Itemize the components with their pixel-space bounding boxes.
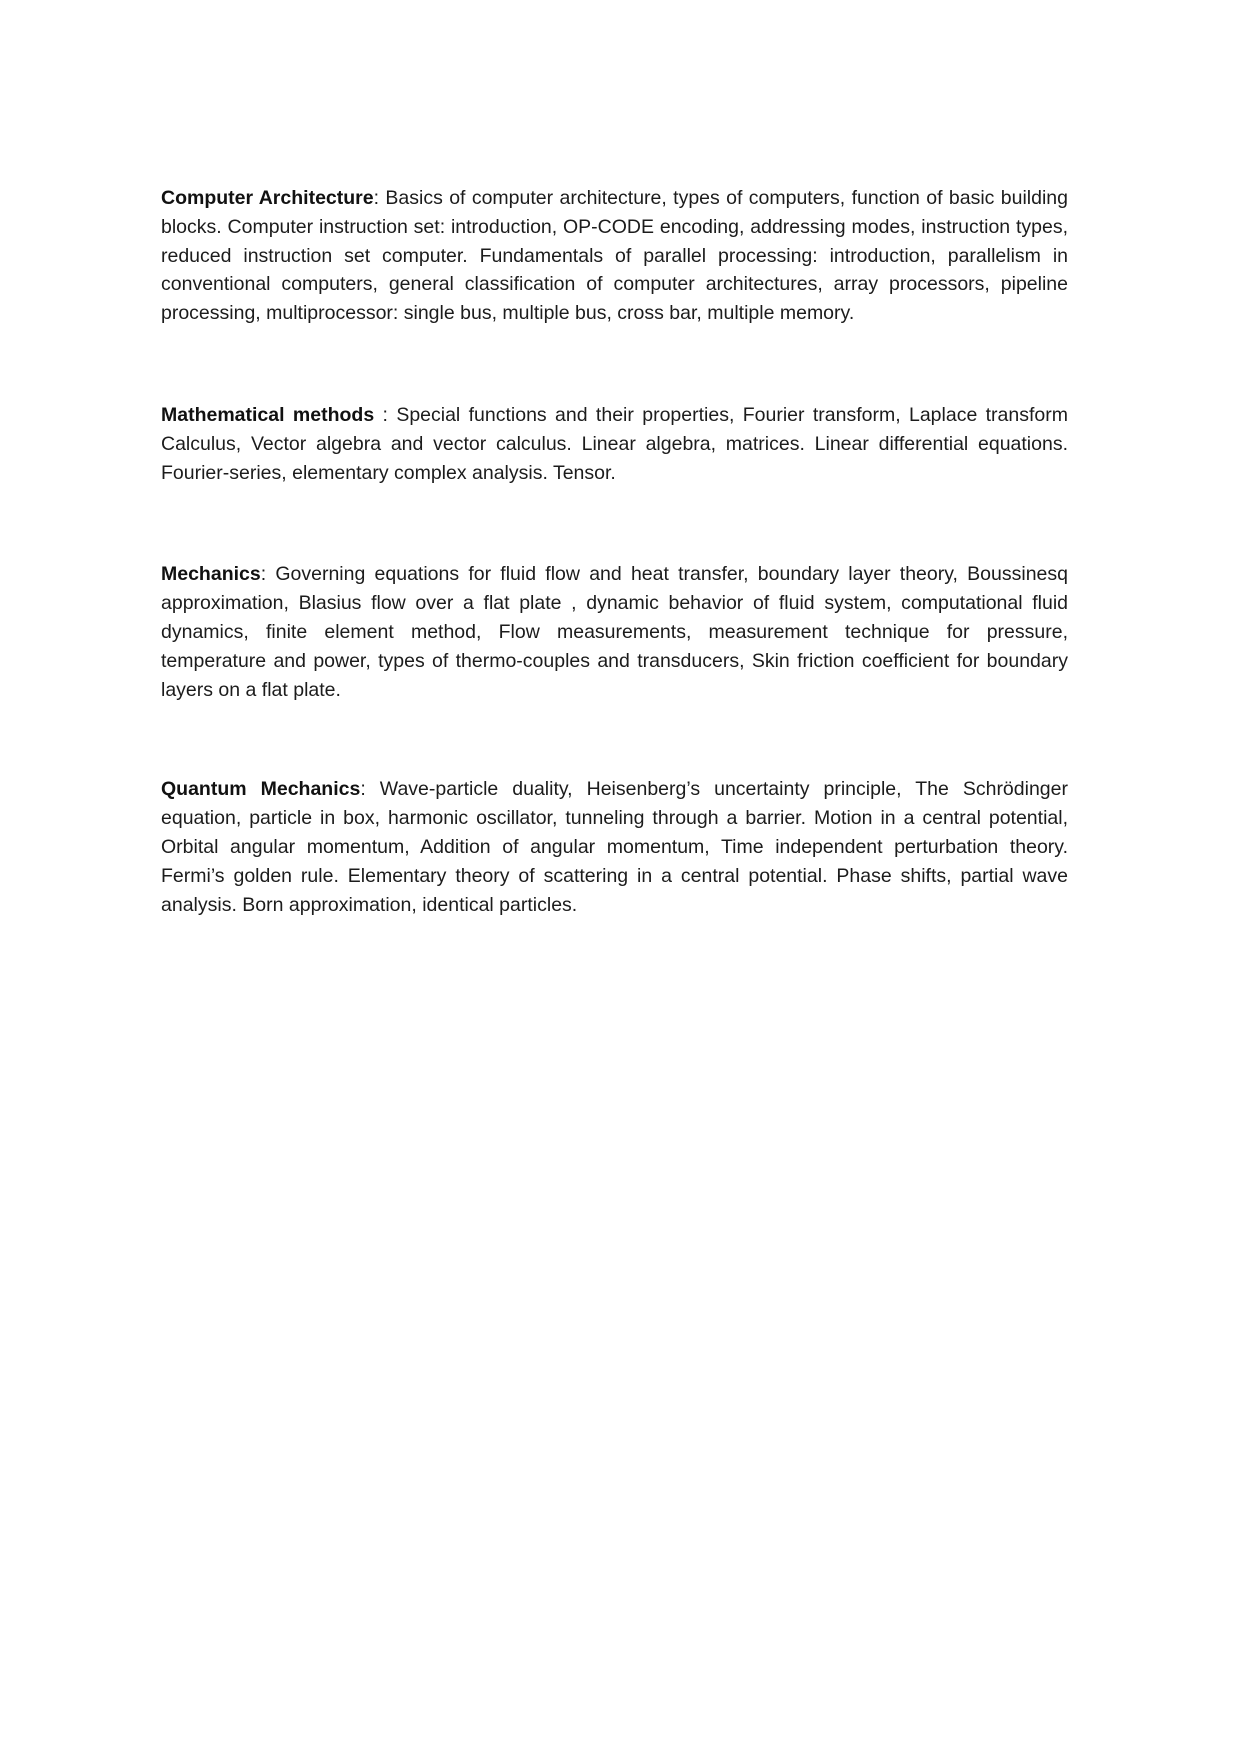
section-quantum-mechanics bbox=[161, 775, 1068, 919]
section-body: Governing equations for fluid flow and heat transfer, boundary layer theory, Boussinesq approximation, Blasius flow over a flat plate , dynamic behavior of fluid system, computational fluid dynamics, finite element method, Flow measurements, measurement technique for pressure, temperature and power, types of thermo-couples and transducers, Skin friction coefficient for boundary layers on a flat plate. bbox=[161, 563, 1068, 701]
section-computer-architecture bbox=[161, 184, 1068, 328]
section-separator: : bbox=[373, 187, 386, 209]
section-body: Special functions and their properties, Fourier transform, Laplace transform Calculus, Vector algebra and vector calculus. Linear algebra, matrices. Linear differential equations. Fourier-series, elementary complex analysis. Tensor. bbox=[161, 403, 1068, 484]
section-heading: Computer Architecture bbox=[161, 187, 374, 209]
section-mathematical-methods bbox=[161, 401, 1068, 487]
section-mechanics bbox=[161, 560, 1068, 704]
section-separator: : bbox=[374, 403, 397, 426]
section-body: Basics of computer architecture, types of computers, function of basic building blocks. Computer instruction set: introduction, OP-CODE encoding, addressing modes, instruction types, reduced instruction set computer. Fundamentals of parallel processing: introduction, parallelism in conventional computers, general classification of computer architectures, array processors, pipeline processing, multiprocessor: single bus, multiple bus, cross bar, multiple memory. bbox=[161, 187, 1068, 325]
section-heading: Mathematical methods bbox=[161, 403, 375, 426]
section-heading: Mechanics bbox=[161, 563, 261, 586]
section-separator: : bbox=[260, 563, 276, 586]
section-body: Wave-particle duality, Heisenberg’s uncertainty principle, The Schrödinger equation, particle in box, harmonic oscillator, tunneling through a barrier. Motion in a central potential, Orbital angular momentum, Addition of angular momentum, Time independent perturbation theory. Fermi’s golden rule. Elementary theory of scattering in a central potential. Phase shifts, partial wave analysis. Born approximation, identical particles. bbox=[161, 778, 1068, 916]
section-heading: Quantum Mechanics bbox=[161, 778, 361, 801]
syllabus-content bbox=[161, 184, 1068, 919]
section-separator: : bbox=[360, 778, 380, 801]
